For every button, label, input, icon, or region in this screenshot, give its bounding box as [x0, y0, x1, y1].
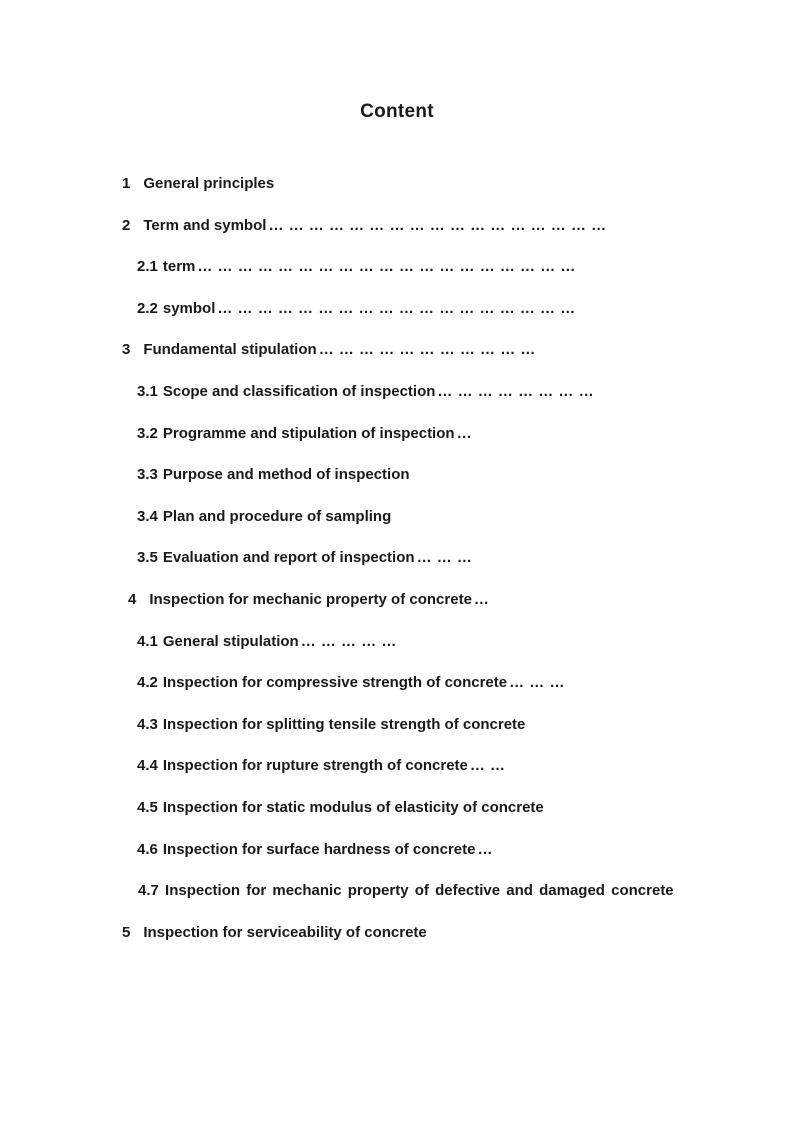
toc-item: [113, 787, 678, 829]
toc-item: [113, 621, 678, 663]
toc-item-number: 3.1: [137, 382, 158, 400]
toc-item: [113, 704, 678, 746]
toc-item-number: 4: [128, 590, 137, 608]
page-title: Content: [360, 101, 434, 122]
toc-item-number: 3.3: [137, 466, 158, 484]
toc-item-leader-dots: …: [456, 424, 473, 442]
toc-item-label: symbol: [162, 299, 216, 317]
toc-item-label: Inspection for mechanic property of defective and damaged concrete: [165, 882, 674, 900]
toc-item-number: 3.4: [137, 507, 158, 525]
toc-item-number: 4.6: [137, 840, 158, 858]
toc-item: [113, 288, 678, 330]
toc-item-leader-dots: … … …: [416, 549, 473, 567]
toc-item-number: 2.2: [137, 299, 158, 317]
toc-item-label: General stipulation: [162, 632, 299, 650]
toc-item-label: Inspection for splitting tensile strength of concrete: [162, 715, 526, 733]
toc-item-label: Evaluation and report of inspection: [162, 549, 415, 567]
toc-item: [113, 329, 678, 371]
toc-item: [113, 579, 678, 621]
toc-item-leader-dots: … … … … … … … … … … …: [318, 341, 536, 359]
toc-item-label: Programme and stipulation of inspection: [162, 424, 455, 442]
toc-item-leader-dots: … … …: [509, 674, 565, 692]
toc-item-label: Purpose and method of inspection: [162, 466, 410, 484]
toc-item-number: 4.1: [137, 632, 158, 650]
toc-item: [113, 870, 678, 912]
toc-item: [113, 454, 678, 496]
toc-item-leader-dots: … … … … … … … … … … … … … … … … … …: [217, 299, 576, 317]
toc-item-label: Inspection for compressive strength of concrete: [162, 674, 508, 692]
toc-item-label: Term and symbol: [143, 216, 267, 234]
toc-item: [113, 912, 678, 954]
toc-item-number: 4.3: [137, 715, 158, 733]
table-of-contents: [113, 163, 678, 953]
toc-item-number: 2.1: [137, 258, 158, 276]
toc-item-leader-dots: … … … … … … … …: [437, 382, 595, 400]
toc-item-label: Inspection for serviceability of concrete: [143, 923, 427, 941]
toc-item-number: 1: [122, 175, 131, 192]
toc-item-leader-dots: … … … … … … … … … … … … … … … … …: [268, 216, 607, 234]
toc-item-leader-dots: …: [473, 590, 490, 608]
toc-item-number: 4.2: [137, 674, 158, 692]
toc-item-number: 2: [122, 216, 131, 234]
toc-item-number: 4.5: [137, 798, 158, 816]
toc-item: [113, 496, 678, 538]
toc-item-label: term: [162, 258, 196, 276]
toc-item: [113, 662, 678, 704]
toc-item: [113, 246, 678, 288]
toc-item: [113, 205, 678, 247]
toc-item-leader-dots: … …: [469, 757, 506, 775]
toc-item: [113, 163, 678, 205]
toc-item: [113, 537, 678, 579]
toc-item: [113, 413, 678, 455]
toc-item-number: 3: [122, 341, 131, 359]
toc-item-label: Scope and classification of inspection: [162, 382, 436, 400]
toc-item-label: Inspection for static modulus of elasticity of concrete: [162, 798, 544, 816]
toc-item: [113, 371, 678, 413]
toc-item: [113, 745, 678, 787]
toc-item-label: Inspection for mechanic property of concrete: [149, 590, 472, 608]
toc-item-leader-dots: … … … … … … … … … … … … … … … … … … …: [197, 258, 576, 276]
toc-item-label: Plan and procedure of sampling: [162, 507, 392, 525]
toc-item-number: 5: [122, 923, 131, 941]
toc-item: [113, 829, 678, 871]
toc-item-number: 3.2: [137, 424, 158, 442]
toc-item-label: Inspection for surface hardness of concrete: [162, 840, 476, 858]
toc-item-number: 3.5: [137, 549, 158, 567]
toc-item-leader-dots: …: [477, 840, 493, 858]
toc-item-label: General principles: [143, 175, 275, 192]
toc-item-number: 4.7: [138, 882, 159, 900]
toc-item-number: 4.4: [137, 757, 158, 775]
toc-item-leader-dots: … … … … …: [300, 632, 397, 650]
toc-item-label: Inspection for rupture strength of concrete: [162, 757, 468, 775]
toc-item-label: Fundamental stipulation: [143, 341, 317, 359]
